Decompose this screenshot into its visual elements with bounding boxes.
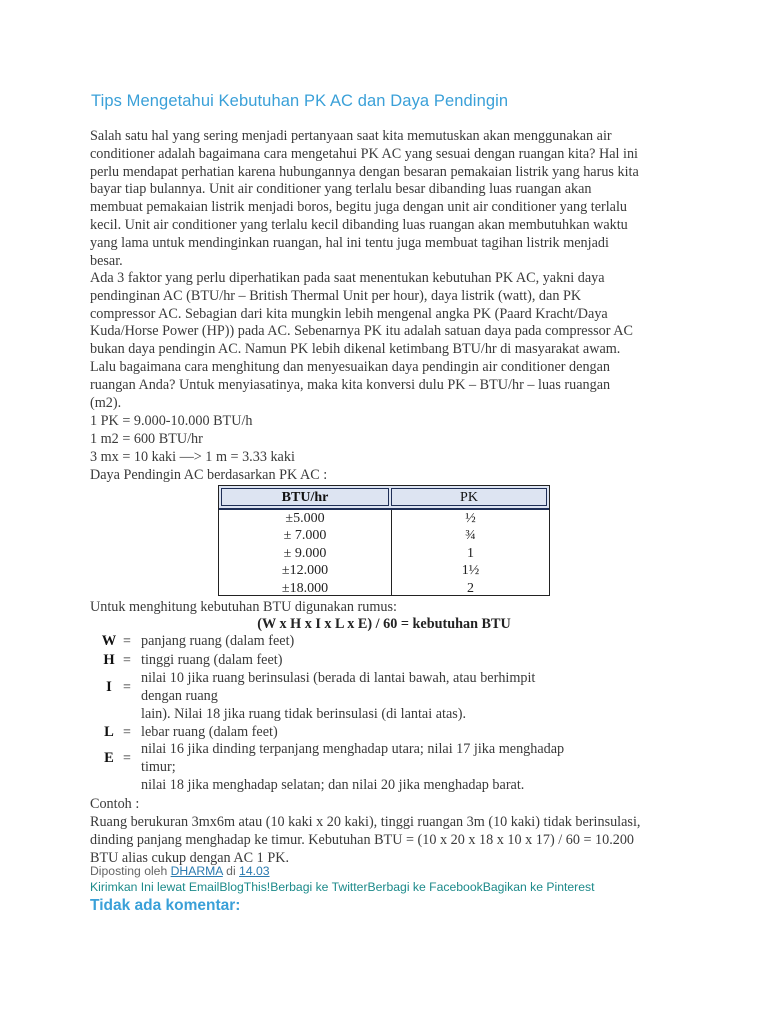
text-line: kecil. Unit air conditioner yang terlalu kecil dibanding luas ruangan akan membutuhkan waktu xyxy=(90,216,628,233)
text-line: Lalu bagaimana cara menghitung dan menyesuaikan daya pendingin air conditioner dengan xyxy=(90,358,611,375)
btu-value: ± 9.000 xyxy=(283,545,327,561)
table-intro: Daya Pendingin AC berdasarkan PK AC : xyxy=(90,467,328,483)
var-i-description-2: dengan ruang xyxy=(141,688,218,704)
text-line: besar. xyxy=(90,252,123,269)
header-cell-pk xyxy=(391,488,547,506)
example-label: Contoh : xyxy=(90,796,140,812)
formula-intro: Untuk menghitung kebutuhan BTU digunakan rumus: xyxy=(90,599,397,615)
var-l-letter: L xyxy=(104,724,114,740)
text-line: Salah satu hal yang sering menjadi pertanyaan saat kita memutuskan akan menggunakan air xyxy=(90,128,612,144)
comments-heading: Tidak ada komentar: xyxy=(90,897,241,914)
text-line: bayar tiap bulannya. Unit air conditioner yang terlalu besar dibanding luas ruangan akan xyxy=(90,181,592,198)
text-line: Kuda/Horse Power (HP)) pada AC. Sebenarnya PK itu adalah satuan daya pada compressor AC xyxy=(90,323,633,340)
btu-pk-table xyxy=(218,485,550,596)
table-row xyxy=(219,562,549,579)
var-h-equals: = xyxy=(123,653,131,668)
var-i-description-3: lain). Nilai 18 jika ruang tidak berinsulasi (di lantai atas). xyxy=(141,706,467,722)
text-line: membuat pemakaian listrik menjadi boros, begitu juga dengan unit air conditioner yang terlalu xyxy=(90,199,628,216)
share-links xyxy=(90,880,595,894)
var-w-description: panjang ruang (dalam feet) xyxy=(141,633,295,649)
var-i-description-1: nilai 10 jika ruang berinsulasi (berada di lantai bawah, atau berhimpit xyxy=(141,670,536,686)
pk-value: ¾ xyxy=(465,528,476,544)
post-title[interactable]: Tips Mengetahui Kebutuhan PK AC dan Daya Pendingin xyxy=(91,92,509,110)
var-i-equals: = xyxy=(123,680,131,695)
posted-by-label: Diposting oleh xyxy=(90,864,171,878)
table-header-row xyxy=(219,486,549,510)
post-footer-byline xyxy=(90,864,270,878)
text-line: compressor AC. Sebagian dari kita mungkin lebih mengenal angka PK (Paard Kracht/Daya xyxy=(90,305,608,322)
header-cell-btu xyxy=(221,488,389,506)
table-row xyxy=(219,527,549,544)
share-blogthis-link[interactable]: BlogThis! xyxy=(219,880,271,894)
var-w-letter: W xyxy=(101,633,117,649)
timestamp-link[interactable]: 14.03 xyxy=(239,864,270,878)
var-e-letter: E xyxy=(104,750,114,766)
pk-value: 2 xyxy=(467,580,474,596)
header-btu-label: BTU/hr xyxy=(281,490,329,505)
text-line: conditioner adalah bagaimana cara mengetahui PK AC yang sesuai dengan ruangan kita? Hal ini xyxy=(90,145,638,162)
example-line: dinding panjang menghadap ke timur. Kebutuhan BTU = (10 x 20 x 18 x 10 x 17) / 60 = 10.200 xyxy=(90,832,635,848)
example-line: Ruang berukuran 3mx6m atau (10 kaki x 20 kaki), tinggi ruangan 3m (10 kaki) tidak berinsulasi, xyxy=(90,814,641,830)
pk-value: 1½ xyxy=(461,563,480,579)
btu-formula: (W x H x I x L x E) / 60 = kebutuhan BTU xyxy=(257,616,511,632)
var-h-letter: H xyxy=(103,652,115,668)
text-line: Ada 3 faktor yang perlu diperhatikan pada saat menentukan kebutuhan PK AC, yakni daya xyxy=(90,270,605,286)
table-row xyxy=(219,580,549,597)
var-l-equals: = xyxy=(123,725,131,740)
text-line: ruangan Anda? Untuk menyiasatinya, maka kita konversi dulu PK – BTU/hr – luas ruangan xyxy=(90,376,611,393)
intro-paragraph xyxy=(90,128,690,270)
conversion-pk: 1 PK = 9.000-10.000 BTU/h xyxy=(90,413,253,429)
btu-value: ± 7.000 xyxy=(283,528,327,544)
var-l-description: lebar ruang (dalam feet) xyxy=(141,724,278,740)
table-row xyxy=(219,545,549,562)
author-link[interactable]: DHARMA xyxy=(170,864,223,878)
table-row xyxy=(219,510,549,527)
pk-value: 1 xyxy=(467,545,474,561)
example-line: BTU alias cukup dengan AC 1 PK. xyxy=(90,850,289,866)
var-i-letter: I xyxy=(106,679,112,695)
btu-value: ±12.000 xyxy=(281,563,329,579)
conversion-m2: 1 m2 = 600 BTU/hr xyxy=(90,431,203,447)
btu-value: ±18.000 xyxy=(281,580,329,596)
share-facebook-link[interactable]: Berbagi ke Facebook xyxy=(367,880,483,894)
var-e-equals: = xyxy=(123,751,131,766)
var-h-description: tinggi ruang (dalam feet) xyxy=(141,652,283,668)
var-w-equals: = xyxy=(123,634,131,649)
var-e-description-3: nilai 18 jika menghadap selatan; dan nilai 20 jika menghadap barat. xyxy=(141,777,525,793)
text-line: yang lama untuk mendinginkan ruangan, hal ini tentu juga membuat tagihan listrik menjadi xyxy=(90,234,609,251)
text-line: pendinginan AC (BTU/hr – British Thermal Unit per hour), daya listrik (watt), dan PK xyxy=(90,287,582,304)
btu-value: ±5.000 xyxy=(285,511,325,526)
pk-value: ½ xyxy=(465,511,476,526)
var-e-description-2: timur; xyxy=(141,759,176,775)
header-pk-label: PK xyxy=(460,490,478,505)
text-line: (m2). xyxy=(90,394,122,411)
share-twitter-link[interactable]: Berbagi ke Twitter xyxy=(270,880,368,894)
at-label: di xyxy=(222,864,240,878)
text-line: bukan daya pendingin AC. Namun PK lebih dikenal ketimbang BTU/hr di masyarakat awam. xyxy=(90,341,621,358)
text-line: perlu mendapat perhatian karena hubungannya dengan besaran pemakaian listrik yang harus kita xyxy=(90,163,639,180)
conversion-kaki: 3 mx = 10 kaki —> 1 m = 3.33 kaki xyxy=(90,449,295,465)
factors-paragraph xyxy=(90,270,690,412)
var-e-description-1: nilai 16 jika dinding terpanjang menghadap utara; nilai 17 jika menghadap xyxy=(141,741,565,757)
share-pinterest-link[interactable]: Bagikan ke Pinterest xyxy=(482,880,595,894)
share-email-link[interactable]: Kirimkan Ini lewat Email xyxy=(90,880,220,894)
